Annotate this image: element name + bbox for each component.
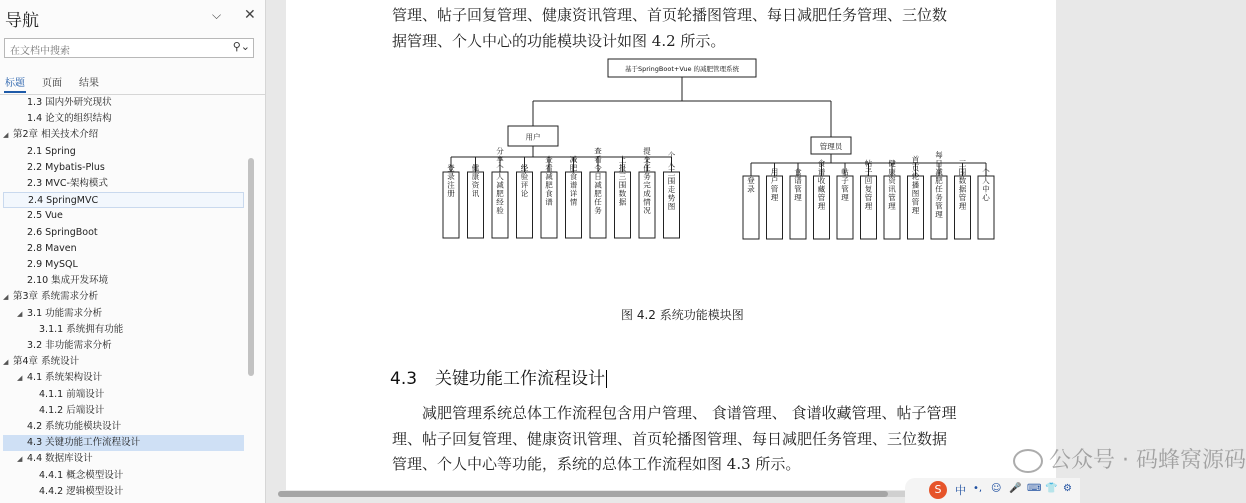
collapse-triangle-icon[interactable]: ◢ (17, 455, 23, 464)
close-icon[interactable]: ✕ (244, 7, 256, 23)
nav-item[interactable] (3, 451, 244, 467)
microphone-icon[interactable]: 🎤 (1009, 483, 1022, 494)
nav-item[interactable] (3, 273, 244, 289)
nav-item[interactable] (3, 306, 244, 322)
leaf-node-label: 减肥食谱详情 (569, 155, 578, 207)
watermark-text: 公众号 · 码蜂窝源码 (1049, 448, 1246, 473)
nav-item-label: 2.2 Mybatis-Plus (27, 161, 105, 173)
leaf-node-label: 每日减肥任务管理 (934, 151, 944, 219)
nav-item[interactable] (3, 354, 244, 370)
nav-item[interactable] (3, 111, 244, 127)
leaf-node-label: 食谱管理 (793, 168, 803, 202)
nav-item-label: 2.6 SpringBoot (27, 226, 98, 238)
paragraph-line[interactable]: 管理、个人中心等功能，系统的总体工作流程如图 4.3 所示。 (392, 455, 801, 473)
nav-item[interactable] (3, 95, 244, 111)
nav-item-label: 4.2 系统功能模块设计 (27, 421, 122, 432)
watermark (1013, 443, 1246, 474)
collapse-triangle-icon[interactable]: ◢ (3, 131, 9, 140)
nav-item-label: 4.3 关键功能工作流程设计 (27, 437, 141, 449)
nav-item-label: 3.2 非功能需求分析 (27, 340, 112, 351)
nav-item-label: 2.1 Spring (27, 145, 76, 157)
heading-number: 4.3 (390, 369, 418, 389)
leaf-node-label: 健康资讯 (471, 164, 480, 198)
nav-item[interactable] (3, 192, 244, 208)
navigation-pane (0, 0, 266, 503)
leaf-node-label: 三围数据管理 (958, 159, 967, 211)
search-input[interactable] (5, 43, 225, 61)
nav-item-label: 第2章 相关技术介绍 (13, 129, 99, 141)
nav-tabs (0, 72, 265, 95)
document-page (286, 0, 1246, 490)
nav-item[interactable] (3, 160, 244, 176)
nav-item-label: 4.1.1 前端设计 (39, 388, 105, 400)
text-caret (606, 370, 607, 388)
paragraph-line[interactable]: 据管理、个人中心的功能模块设计如图 4.2 所示。 (392, 32, 726, 50)
active-tab-indicator (4, 91, 26, 93)
document-area (268, 0, 1246, 503)
leaf-node-label: 查看减肥食谱 (544, 155, 554, 207)
nav-title: 导航 (5, 11, 39, 31)
leaf-node-label: 首页轮播图管理 (911, 155, 920, 215)
punctuation-icon[interactable]: •, (973, 483, 983, 494)
nav-item[interactable] (3, 257, 244, 273)
nav-item[interactable] (3, 387, 244, 403)
paragraph-line[interactable]: 减肥管理系统总体工作流程包含用户管理、 食谱管理、 食谱收藏管理、帖子管理 (422, 404, 957, 422)
leaf-node-label: 帖子管理 (840, 168, 850, 202)
leaf-node-label: 查看今日减肥任务 (593, 147, 603, 215)
leaf-node-label: 个人三围走势图 (667, 151, 676, 211)
nav-item[interactable] (3, 338, 244, 354)
nav-item-label: 2.8 Maven (27, 242, 77, 254)
tab-headings[interactable]: 标题 (5, 78, 25, 89)
nav-options-chevron-icon[interactable]: ⌵ (212, 8, 222, 22)
nav-item-label: 2.4 SpringMVC (28, 195, 99, 207)
tab-pages[interactable]: 页面 (42, 78, 62, 89)
leaf-node-label: 健康资讯管理 (887, 159, 897, 211)
leaf-node-label: 分享个人减肥经验 (495, 147, 505, 215)
leaf-node-label: 提交任务完成情况 (642, 147, 652, 215)
root-node-label: 基于SpringBoot+Vue 的减肥管理系统 (624, 65, 740, 73)
collapse-triangle-icon[interactable]: ◢ (17, 374, 23, 383)
section-heading[interactable] (390, 364, 607, 389)
nav-item[interactable] (3, 370, 244, 386)
admin-node-label: 管理员 (819, 142, 843, 151)
nav-item-label: 4.4.1 概念模型设计 (39, 469, 124, 481)
ime-language[interactable]: 中 (955, 484, 966, 497)
keyboard-icon[interactable]: ⌨ (1027, 483, 1042, 494)
nav-item[interactable] (3, 225, 244, 241)
nav-item-label: 2.5 Vue (27, 210, 63, 222)
nav-item-label: 4.1.2 后端设计 (39, 404, 105, 416)
paragraph-line[interactable]: 理、帖子回复管理、健康资讯管理、首页轮播图管理、每日减肥任务管理、三位数据 (392, 430, 948, 448)
nav-item[interactable] (3, 322, 244, 338)
leaf-node-label: 帖子回复管理 (864, 159, 873, 211)
nav-item[interactable] (3, 208, 244, 224)
leaf-node-label: 登录 (746, 176, 756, 194)
search-icon[interactable]: ⚲⌄ (232, 40, 250, 53)
search-box (4, 38, 254, 58)
nav-item[interactable] (3, 468, 244, 484)
nav-item[interactable] (3, 403, 244, 419)
settings-icon[interactable]: ⚙ (1063, 483, 1072, 494)
nav-item[interactable] (3, 127, 244, 143)
leaf-node-label: 用户管理 (770, 168, 779, 202)
nav-item-label: 2.9 MySQL (27, 259, 78, 270)
scrollbar-thumb[interactable] (278, 491, 888, 497)
user-node-label: 用户 (525, 132, 541, 142)
collapse-triangle-icon[interactable]: ◢ (3, 358, 9, 367)
nav-item-label: 4.4 数据库设计 (27, 453, 93, 465)
ime-toolbar (905, 478, 1080, 503)
nav-item-label: 1.4 论文的组织结构 (27, 113, 112, 125)
skin-icon[interactable]: 👕 (1045, 483, 1058, 494)
leaf-node-label: 食谱收藏管理 (817, 159, 826, 211)
leaf-node-label: 上报三围数据 (618, 155, 627, 207)
nav-item[interactable] (3, 289, 244, 305)
nav-scrollbar[interactable] (248, 158, 254, 376)
collapse-triangle-icon[interactable]: ◢ (3, 293, 9, 302)
nav-item-label: 2.3 MVC-架构模式 (27, 178, 108, 189)
function-module-diagram (286, 0, 1056, 300)
nav-item-label: 4.4.2 逻辑模型设计 (39, 485, 124, 497)
nav-item[interactable] (3, 484, 244, 500)
nav-item-label: 3.1.1 系统拥有功能 (39, 323, 124, 335)
leaf-node-label: 个人中心 (981, 168, 991, 202)
tab-results[interactable]: 结果 (79, 78, 99, 89)
figure-caption: 图 4.2 系统功能模块图 (621, 308, 744, 322)
nav-item-label: 1.3 国内外研究现状 (27, 97, 112, 108)
sogou-logo-icon[interactable]: S (929, 481, 947, 499)
nav-item[interactable] (3, 419, 244, 435)
nav-item-label: 第3章 系统需求分析 (13, 291, 99, 303)
heading-text: 关键功能工作流程设计 (435, 369, 606, 389)
nav-item-label: 2.10 集成开发环境 (27, 275, 109, 287)
nav-item-label: 第4章 系统设计 (13, 356, 80, 368)
wechat-icon (1013, 449, 1043, 473)
leaf-node-label: 登录注册 (446, 164, 456, 198)
nav-item[interactable] (3, 435, 244, 451)
nav-item-label: 3.1 功能需求分析 (27, 307, 103, 319)
nav-item[interactable] (3, 144, 244, 160)
collapse-triangle-icon[interactable]: ◢ (17, 309, 23, 318)
nav-item-label: 4.1 系统架构设计 (27, 372, 103, 384)
nav-item[interactable] (3, 176, 244, 192)
nav-item[interactable] (3, 241, 244, 257)
leaf-node-label: 经验评论 (520, 164, 529, 198)
emoji-icon[interactable]: ☺ (991, 483, 1002, 494)
paragraph-line[interactable]: 管理、帖子回复管理、健康资讯管理、首页轮播图管理、每日减肥任务管理、三位数 (392, 6, 948, 24)
